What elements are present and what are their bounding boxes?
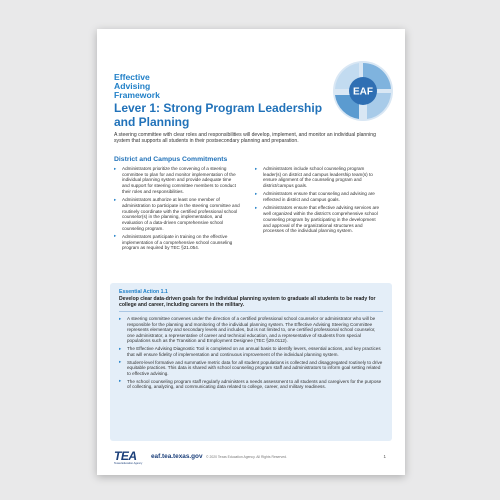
list-item — [255, 205, 381, 234]
bullet-icon: ▸ — [255, 165, 258, 171]
essential-action-list — [119, 316, 383, 392]
list-item — [119, 316, 383, 344]
brand-line-3: Framework — [114, 90, 160, 100]
tea-logo — [114, 449, 144, 467]
list-item-text: Administrators include school counseling program leader(s) on district and campus leadership team(s) to ensure alignment of the counseling program and district/campus goals. — [263, 166, 373, 189]
list-item-text: Administrators authorize at least one member of administration to participate in the steering committee and routinely coordinate with the certified professional school counselor(s) in the planning, implementation, and evaluation of a data-driven comprehensive school counseling program. — [122, 197, 240, 231]
list-item-text: Student-level formative and summative metric data for all student populations is collected and disaggregated routinely to drive equitable practices. This data is shared with school counseling program staff and administrators to inform goal setting related to effective advising. — [127, 359, 383, 376]
tea-logo-text: TEA — [114, 449, 137, 463]
brand-line-2: Advising — [114, 81, 151, 91]
list-item-text: Administrators prioritize the convening of a steering committee to plan for and monitor implementation of the individual planning system and provide adequate time and support for steering committee members to conduct their roles and responsibilities. — [122, 166, 236, 194]
list-item — [255, 191, 381, 202]
bullet-icon: ▸ — [119, 378, 122, 384]
essential-action-heading: Essential Action 1.1 — [119, 289, 168, 295]
section-heading: District and Campus Commitments — [114, 156, 228, 163]
list-item-text: The Effective Advising Diagnostic Tool is completed on an annual basis to identify levers, essential actions, and key practices that will ensure fidelity of implementation and continuous improvement of the individual planning system. — [127, 346, 381, 357]
bullet-icon: ▸ — [119, 315, 122, 321]
title-line-1: Lever 1: Strong Program Leadership — [114, 101, 323, 115]
eaf-logo-icon — [331, 59, 395, 123]
brand-line-1: Effective — [114, 72, 150, 82]
list-item — [114, 197, 240, 231]
logo-text: EAF — [353, 86, 373, 98]
list-item-text: The school counseling program staff regularly administers a needs assessment to all students and caregivers for the purpose of collecting, analyzing, and communicating data related to college, career, and military readiness. — [127, 378, 382, 390]
bullet-icon: ▸ — [114, 165, 117, 171]
title-line-2: and Planning — [114, 115, 190, 129]
bullet-icon: ▸ — [114, 196, 117, 202]
list-item — [114, 166, 240, 195]
list-item — [119, 360, 383, 377]
framework-brand — [114, 73, 160, 100]
commitments-right-column — [255, 166, 381, 237]
list-item — [114, 234, 240, 251]
bullet-icon: ▸ — [114, 233, 117, 239]
list-item — [119, 379, 383, 390]
bullet-icon: ▸ — [255, 204, 258, 210]
essential-action-description: Develop clear data-driven goals for the individual planning system to graduate all students to be ready for college and career, including careers in the military. — [119, 296, 376, 309]
page-title — [114, 101, 334, 129]
bullet-icon: ▸ — [119, 345, 122, 351]
list-item-text: Administrators ensure that effective advising services are well organized within the district's comprehensive school counseling program by participating in the development and approval of the organizational structures and processes of the individual planning system. — [263, 205, 380, 234]
bullet-icon: ▸ — [255, 190, 258, 196]
bullet-icon: ▸ — [119, 359, 122, 365]
list-item-text: Administrators participate in training on the effective implementation of a comprehensive school counseling program as required by TEC §21.054. — [122, 233, 233, 251]
website-link[interactable]: eaf.tea.texas.gov — [151, 453, 203, 460]
tea-logo-subtitle: Texas Education Agency — [114, 462, 143, 465]
list-item — [255, 166, 381, 189]
divider — [119, 311, 383, 312]
page-footer — [114, 449, 388, 467]
document-page — [97, 29, 405, 475]
list-item — [119, 346, 383, 357]
commitments-left-column — [114, 166, 240, 254]
intro-paragraph: A steering committee with clear roles and responsibilities will develop, implement, and monitor an individual planning system that supports all students in their postsecondary planning and preparation. — [114, 132, 376, 145]
essential-action-box — [110, 283, 392, 441]
list-item-text: A steering committee convenes under the direction of a certified professional school counselor or administrator who will be responsible for the planning and monitoring of the individual planning system. The Effective Advising Steering Committee represents elementary and secondary levels and includes, but is not limited to, one certified professional school counselor, one administrator, a representative of career and technical education, and a representative of students from special populations such as the Transition and Employment Designee (TEC §29.0112). — [127, 316, 376, 344]
page-number: 1 — [383, 454, 386, 459]
list-item-text: Administrators ensure that counseling and advising are reflected in district and campus goals. — [263, 191, 375, 203]
copyright-notice: © 2020 Texas Education Agency. All Rights Reserved. — [206, 454, 287, 459]
